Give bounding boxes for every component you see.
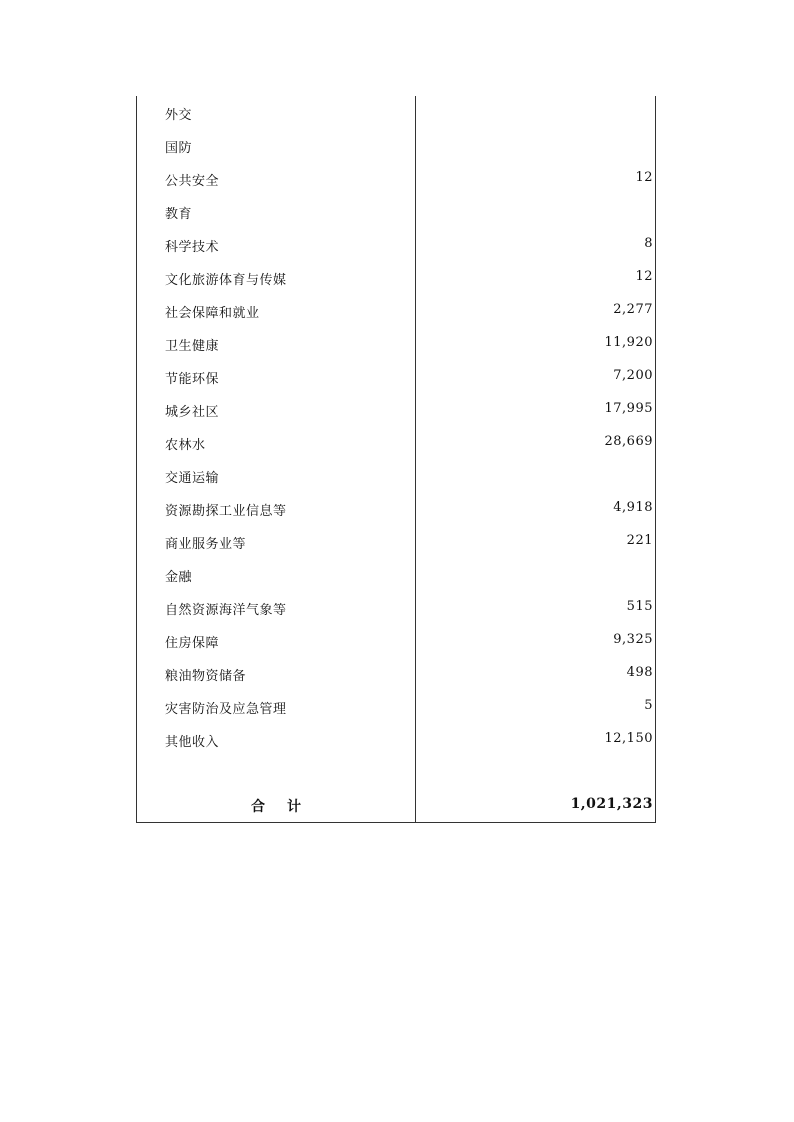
row-amount: 11,920 <box>604 335 653 350</box>
table-row <box>137 459 655 492</box>
row-amount: 498 <box>626 665 653 680</box>
row-category-name: 公共安全 <box>165 174 220 189</box>
table-row <box>137 426 655 459</box>
table-row <box>137 591 655 624</box>
table-row <box>137 261 655 294</box>
row-category-name: 科学技术 <box>165 240 220 255</box>
row-category-name: 文化旅游体育与传媒 <box>165 273 287 288</box>
table-row <box>137 327 655 360</box>
table-row <box>137 228 655 261</box>
row-category-name: 城乡社区 <box>165 405 220 420</box>
row-category-name: 粮油物资储备 <box>165 669 247 684</box>
row-category-name: 农林水 <box>165 438 206 453</box>
row-amount: 8 <box>644 236 653 251</box>
table-row <box>137 690 655 723</box>
row-category-name: 其他收入 <box>165 735 220 750</box>
row-amount: 12 <box>635 170 653 185</box>
row-amount: 12 <box>635 269 653 284</box>
row-amount: 5 <box>644 698 653 713</box>
table-row <box>137 624 655 657</box>
row-category-name: 商业服务业等 <box>165 537 247 552</box>
total-label: 合计 <box>251 799 323 815</box>
table-body <box>137 96 655 756</box>
total-row <box>137 790 655 822</box>
row-category-name: 资源勘探工业信息等 <box>165 504 287 519</box>
table-row <box>137 195 655 228</box>
row-amount: 9,325 <box>613 632 653 647</box>
row-category-name: 节能环保 <box>165 372 220 387</box>
row-amount: 7,200 <box>613 368 653 383</box>
table-row <box>137 492 655 525</box>
table-row <box>137 558 655 591</box>
row-category-name: 社会保障和就业 <box>165 306 260 321</box>
table-row <box>137 657 655 690</box>
table-row <box>137 162 655 195</box>
row-category-name: 住房保障 <box>165 636 220 651</box>
table-row <box>137 525 655 558</box>
total-value: 1,021,323 <box>570 796 653 812</box>
row-category-name: 金融 <box>165 570 193 585</box>
row-amount: 4,918 <box>613 500 653 515</box>
table-row <box>137 360 655 393</box>
row-amount: 2,277 <box>613 302 653 317</box>
row-amount: 28,669 <box>604 434 653 449</box>
row-category-name: 灾害防治及应急管理 <box>165 702 287 717</box>
row-category-name: 交通运输 <box>165 471 220 486</box>
row-category-name: 自然资源海洋气象等 <box>165 603 287 618</box>
row-amount: 515 <box>626 599 653 614</box>
budget-table <box>136 96 656 823</box>
table-row <box>137 393 655 426</box>
row-amount: 221 <box>626 533 653 548</box>
row-category-name: 教育 <box>165 207 193 222</box>
table-row <box>137 96 655 129</box>
row-category-name: 外交 <box>165 108 193 123</box>
row-category-name: 卫生健康 <box>165 339 220 354</box>
row-amount: 17,995 <box>604 401 653 416</box>
table-row <box>137 294 655 327</box>
table-row <box>137 723 655 756</box>
row-amount: 12,150 <box>604 731 653 746</box>
table-row <box>137 129 655 162</box>
row-category-name: 国防 <box>165 141 193 156</box>
